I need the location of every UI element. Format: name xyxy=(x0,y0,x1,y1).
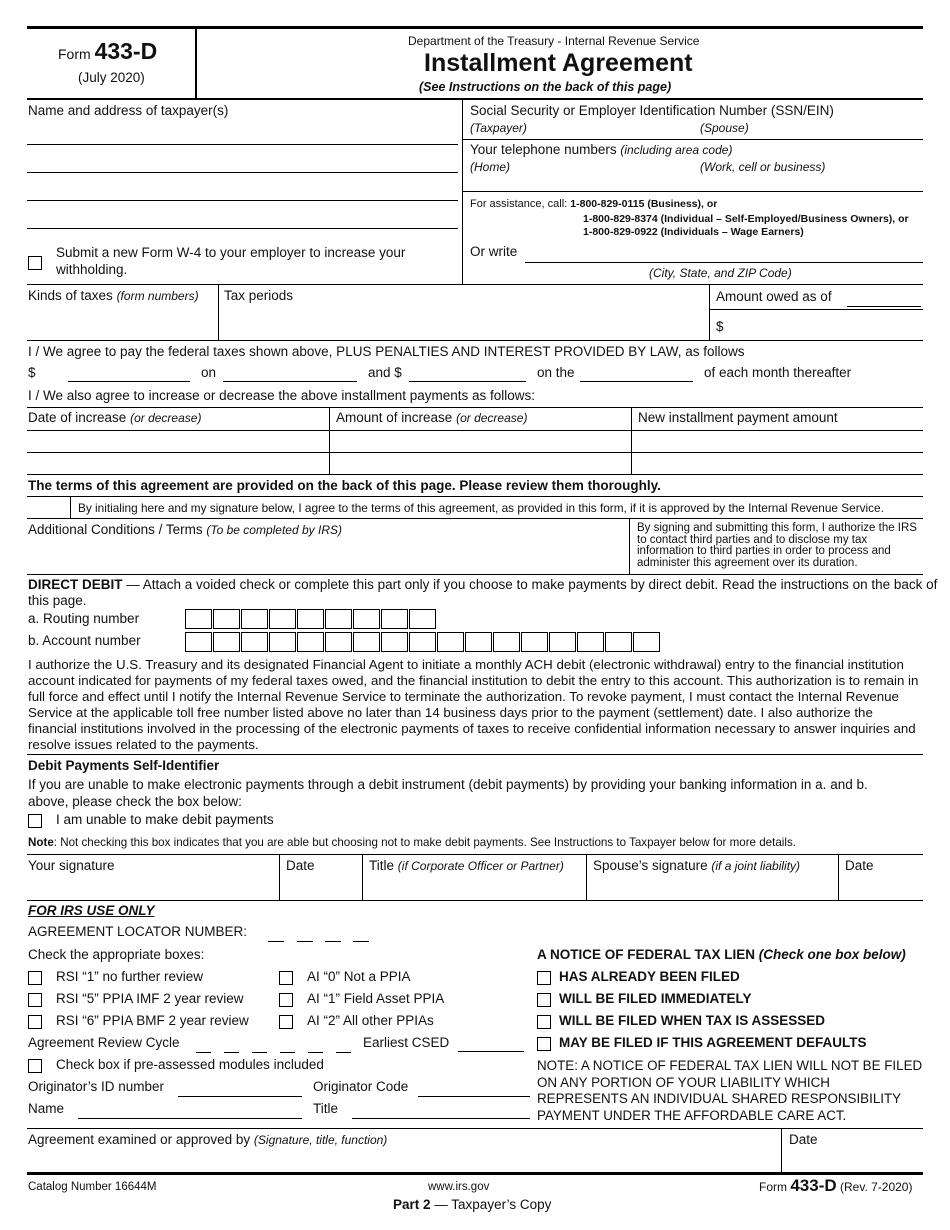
account-digit-cell[interactable] xyxy=(325,632,352,652)
footer-form-number: 433-D xyxy=(790,1176,837,1195)
payment-day-line[interactable] xyxy=(580,381,693,382)
sig-title-label: Title xyxy=(369,858,395,873)
amount-owed-label: Amount owed as of xyxy=(716,289,832,304)
account-digit-cell[interactable] xyxy=(465,632,492,652)
sig-divider-2 xyxy=(362,854,363,900)
conditions-divider xyxy=(629,519,630,574)
date-increase xyxy=(28,410,201,425)
routing-digit-cell[interactable] xyxy=(381,609,408,629)
or-write: Or write xyxy=(470,244,518,259)
routing-digit-cell[interactable] xyxy=(297,609,324,629)
form-id xyxy=(58,38,157,65)
rsi1-label: RSI “1” no further review xyxy=(56,969,204,984)
payment-amount-line[interactable] xyxy=(68,381,190,382)
date-increase-note: (or decrease) xyxy=(130,411,202,425)
originator-code-label: Originator Code xyxy=(313,1079,409,1094)
name-address-line-3[interactable] xyxy=(27,200,458,201)
catalog-number: Catalog Number 16644M xyxy=(28,1181,157,1193)
payment-and: and $ xyxy=(368,365,402,380)
assist-label xyxy=(470,198,717,210)
w4-checkbox[interactable] xyxy=(28,256,42,270)
routing-digit-cell[interactable] xyxy=(353,609,380,629)
initial-top-rule xyxy=(27,496,923,497)
payment-start-date-line[interactable] xyxy=(223,381,357,382)
initial-text: By initialing here and my signature below, I agree to the terms of this agreement, as provided in this form, if it is approved by the Internal Revenue Service. xyxy=(78,501,884,515)
examined-note: (Signature, title, function) xyxy=(253,1133,388,1147)
agreement-line-2: I / We also agree to increase or decrease the above installment payments as follows: xyxy=(28,388,536,403)
assist-label-text: For assistance, call: xyxy=(470,198,568,210)
examined-text: Agreement examined or approved by xyxy=(28,1132,251,1147)
examined-date: Date xyxy=(789,1132,818,1147)
sig-title xyxy=(369,858,564,873)
part-bold: Part 2 xyxy=(393,1197,431,1212)
assist-line-3: 1-800-829-0922 (Individuals – Wage Earners) xyxy=(583,226,804,238)
earliest-csed-label: Earliest CSED xyxy=(363,1035,450,1050)
increase-divider-2 xyxy=(631,407,632,474)
payment-each-month: of each month thereafter xyxy=(704,365,852,380)
sig-divider-4 xyxy=(838,854,839,900)
page-subtitle: (See Instructions on the back of this page) xyxy=(419,80,672,94)
your-signature: Your signature xyxy=(28,858,115,873)
account-digit-cell[interactable] xyxy=(353,632,380,652)
self-id-note xyxy=(28,836,796,849)
phone-rule xyxy=(463,191,923,192)
account-digit-cell[interactable] xyxy=(437,632,464,652)
phone-note: (including area code) xyxy=(620,143,733,157)
tax-periods-label: Tax periods xyxy=(224,288,294,303)
spouse-signature xyxy=(593,858,800,873)
routing-digit-cell[interactable] xyxy=(325,609,352,629)
account-digit-cell[interactable] xyxy=(241,632,268,652)
ssn-label: Social Security or Employer Identification Number (SSN/EIN) xyxy=(470,103,834,118)
phone-home: (Home) xyxy=(470,160,511,174)
rsi6-checkbox[interactable] xyxy=(28,1015,42,1029)
part-label xyxy=(393,1197,551,1212)
locator-label: AGREEMENT LOCATOR NUMBER: xyxy=(28,924,248,939)
account-digit-cell[interactable] xyxy=(185,632,212,652)
name-address-line-1[interactable] xyxy=(27,144,458,145)
account-digit-cell[interactable] xyxy=(381,632,408,652)
form-prefix: Form xyxy=(58,46,91,62)
sig-date-1: Date xyxy=(286,858,315,873)
account-digit-cell[interactable] xyxy=(213,632,240,652)
routing-digit-cell[interactable] xyxy=(213,609,240,629)
irs-heading: FOR IRS USE ONLY xyxy=(28,903,155,918)
account-digit-cell[interactable] xyxy=(633,632,660,652)
unable-debit-label: I am unable to make debit payments xyxy=(56,812,274,827)
examined-top-rule xyxy=(27,1128,923,1129)
lien-heading-text: A NOTICE OF FEDERAL TAX LIEN xyxy=(537,947,756,962)
account-digit-cell[interactable] xyxy=(269,632,296,652)
amount-owed-dollar: $ xyxy=(716,319,724,334)
increase-top-rule xyxy=(27,407,923,408)
amount-owed-rule xyxy=(710,309,923,310)
review-dash-3[interactable] xyxy=(252,1052,267,1053)
direct-debit-line-1 xyxy=(28,577,937,592)
city-state: (City, State, and ZIP Code) xyxy=(649,266,792,280)
irs-name-line[interactable] xyxy=(78,1118,302,1119)
lien-heading xyxy=(537,947,906,962)
sig-divider-1 xyxy=(279,854,280,900)
additional-conditions xyxy=(28,522,342,537)
authorize-text: By signing and submitting this form, I authorize the IRS to contact third parties and to disclose my tax information to third parties in order to process and administer this agreement over its duration. xyxy=(637,522,917,569)
self-id-text-2: above, please check the box below: xyxy=(28,794,242,809)
ssn-spouse: (Spouse) xyxy=(700,121,749,135)
new-amount-label: New installment payment amount xyxy=(638,410,838,425)
irs-name-label: Name xyxy=(28,1101,65,1116)
lien1-checkbox[interactable] xyxy=(537,971,551,985)
form-date: (July 2020) xyxy=(78,70,145,85)
earliest-csed-line[interactable] xyxy=(458,1051,524,1052)
rsi5-label: RSI “5” PPIA IMF 2 year review xyxy=(56,991,244,1006)
direct-debit-heading: DIRECT DEBIT xyxy=(28,577,123,592)
note-bold: Note xyxy=(28,836,54,849)
taxes-bottom-rule xyxy=(27,340,923,341)
direct-debit-text-2: this page. xyxy=(28,593,87,608)
name-address-label: Name and address of taxpayer(s) xyxy=(28,103,229,118)
account-digit-cell[interactable] xyxy=(577,632,604,652)
taxpayer-bottom-rule xyxy=(27,284,923,285)
kinds-of-taxes xyxy=(28,288,199,303)
sig-divider-3 xyxy=(586,854,587,900)
amount-increase-note: (or decrease) xyxy=(456,411,528,425)
account-digit-cell[interactable] xyxy=(297,632,324,652)
irs-title-label: Title xyxy=(313,1101,339,1116)
check-boxes-label: Check the appropriate boxes: xyxy=(28,947,205,962)
sig-date-2: Date xyxy=(845,858,874,873)
payment-dollar-1: $ xyxy=(28,365,36,380)
review-dash-5[interactable] xyxy=(308,1052,323,1053)
account-digit-cell[interactable] xyxy=(605,632,632,652)
sig-title-note: (if Corporate Officer or Partner) xyxy=(397,859,564,873)
top-rule xyxy=(27,26,923,29)
auth-bottom-rule xyxy=(27,754,923,755)
lien2-checkbox[interactable] xyxy=(537,993,551,1007)
header-bottom-rule xyxy=(27,98,923,100)
payment-amount-2-line[interactable] xyxy=(409,381,526,382)
rsi5-checkbox[interactable] xyxy=(28,993,42,1007)
amount-owed-date-line[interactable] xyxy=(847,306,921,307)
increase-row-rule-1 xyxy=(27,430,923,431)
direct-debit-text-1: — Attach a voided check or complete this part only if you choose to make payments by direct debit. Read the instructions on the back of xyxy=(122,577,938,592)
footer-form-prefix: Form xyxy=(759,1180,787,1194)
account-digit-cell[interactable] xyxy=(409,632,436,652)
ssn-taxpayer: (Taxpayer) xyxy=(470,121,527,135)
originator-code-line[interactable] xyxy=(418,1096,530,1097)
review-dash-2[interactable] xyxy=(224,1052,239,1053)
locator-dash-3[interactable] xyxy=(325,941,341,942)
amount-increase-label: Amount of increase xyxy=(336,410,453,425)
page-title: Installment Agreement xyxy=(424,49,693,77)
ai2-checkbox[interactable] xyxy=(279,1015,293,1029)
name-address-line-4[interactable] xyxy=(27,228,458,229)
routing-digit-cell[interactable] xyxy=(269,609,296,629)
routing-digit-cell[interactable] xyxy=(409,609,436,629)
spouse-label: Spouse’s signature xyxy=(593,858,708,873)
ai2-label: AI “2” All other PPIAs xyxy=(307,1013,434,1028)
increase-bottom-rule xyxy=(27,474,923,475)
sig-bottom-rule xyxy=(27,900,923,901)
terms-notice: The terms of this agreement are provided on the back of this page. Please review them thoroughly. xyxy=(28,478,661,493)
or-write-line[interactable] xyxy=(525,262,923,263)
review-dash-1[interactable] xyxy=(196,1052,211,1053)
examined-label xyxy=(28,1132,387,1147)
w4-text-1: Submit a new Form W-4 to your employer to increase your xyxy=(56,245,406,260)
routing-digit-cell[interactable] xyxy=(185,609,212,629)
rsi1-checkbox[interactable] xyxy=(28,971,42,985)
routing-label: a. Routing number xyxy=(28,611,140,626)
phone-label xyxy=(470,142,732,157)
payment-on: on xyxy=(201,365,217,380)
unable-debit-checkbox[interactable] xyxy=(28,814,42,828)
examined-divider xyxy=(781,1128,782,1172)
ai0-checkbox[interactable] xyxy=(279,971,293,985)
w4-text-2: withholding. xyxy=(56,262,128,277)
increase-divider-1 xyxy=(329,407,330,474)
conditions-bottom-rule xyxy=(27,574,923,575)
agreement-line-1: I / We agree to pay the federal taxes shown above, PLUS PENALTIES AND INTEREST PROVIDED BY LAW, as follows xyxy=(28,344,745,359)
department: Department of the Treasury - Internal Revenue Service xyxy=(408,34,700,48)
locator-dash-1[interactable] xyxy=(268,941,284,942)
auth-paragraph: I authorize the U.S. Treasury and its designated Financial Agent to initiate a monthly ACH debit (electronic withdrawal) entry to the financial institution account indicated for payments of my federal taxes owed, and the financial institution to debit the entry to this account. This authorization is to remain in full force and effect until I notify the Internal Revenue Service to terminate the authorization. To revoke payment, I must contact the Internal Revenue Service at the applicable toll free number listed above no later than 14 business days prior to the payment (settlement) date. I also authorize the financial institutions involved in the processing of the electronic payments of taxes to receive confidential information necessary to answer inquiries and resolve issues related to the payments. xyxy=(28,657,919,752)
amount-increase xyxy=(336,410,527,425)
payment-on-the: on the xyxy=(537,365,575,380)
taxes-divider-2 xyxy=(709,285,710,340)
account-label: b. Account number xyxy=(28,633,141,648)
assist-line-1: 1-800-829-0115 (Business), or xyxy=(570,198,718,210)
ai1-label: AI “1” Field Asset PPIA xyxy=(307,991,445,1006)
name-address-line-2[interactable] xyxy=(27,172,458,173)
self-id-heading: Debit Payments Self-Identifier xyxy=(28,758,220,773)
account-digit-cell[interactable] xyxy=(549,632,576,652)
kinds-note: (form numbers) xyxy=(116,289,199,303)
lien-check-note: (Check one box below) xyxy=(758,947,906,962)
website: www.irs.gov xyxy=(428,1181,490,1193)
form-number: 433-D xyxy=(94,38,158,64)
locator-dash-4[interactable] xyxy=(353,941,369,942)
preassessed-checkbox[interactable] xyxy=(28,1059,42,1073)
ai1-checkbox[interactable] xyxy=(279,993,293,1007)
lien2-label: WILL BE FILED IMMEDIATELY xyxy=(559,991,752,1006)
increase-row-rule-2 xyxy=(27,452,923,453)
lien3-label: WILL BE FILED WHEN TAX IS ASSESSED xyxy=(559,1013,826,1028)
account-digit-cell[interactable] xyxy=(521,632,548,652)
account-digit-cell[interactable] xyxy=(493,632,520,652)
routing-digit-cell[interactable] xyxy=(241,609,268,629)
date-increase-label: Date of increase xyxy=(28,410,127,425)
lien3-checkbox[interactable] xyxy=(537,1015,551,1029)
taxes-divider-1 xyxy=(218,285,219,340)
bottom-rule xyxy=(27,1172,923,1175)
additional-note: (To be completed by IRS) xyxy=(206,523,342,537)
ssn-rule xyxy=(463,139,923,140)
phone-work: (Work, cell or business) xyxy=(700,160,826,174)
phone-label-text: Your telephone numbers xyxy=(470,142,617,157)
irs-title-line[interactable] xyxy=(352,1118,530,1119)
kinds-label: Kinds of taxes xyxy=(28,288,113,303)
additional-label: Additional Conditions / Terms xyxy=(28,522,203,537)
originator-id-label: Originator’s ID number xyxy=(28,1079,165,1094)
locator-dash-2[interactable] xyxy=(297,941,313,942)
lien1-label: HAS ALREADY BEEN FILED xyxy=(559,969,740,984)
ai0-label: AI “0” Not a PPIA xyxy=(307,969,411,984)
rsi6-label: RSI “6” PPIA BMF 2 year review xyxy=(56,1013,249,1028)
review-dash-4[interactable] xyxy=(280,1052,295,1053)
lien4-checkbox[interactable] xyxy=(537,1037,551,1051)
lien-note: NOTE: A NOTICE OF FEDERAL TAX LIEN WILL NOT BE FILED ON ANY PORTION OF YOUR LIABILITY WHICH REPRESENTS AN INDIVIDUAL SHARED RESPONSIBILITY PAYMENT UNDER THE AFFORDABLE CARE ACT. xyxy=(537,1058,923,1123)
sig-top-rule xyxy=(27,854,923,855)
self-id-text-1: If you are unable to make electronic payments through a debit instrument (debit payments) by providing your banking information in a. and b. xyxy=(28,777,868,792)
header-divider xyxy=(195,28,197,98)
footer-rev: (Rev. 7-2020) xyxy=(840,1180,913,1194)
note-text: : Not checking this box indicates that you are able but choosing not to make debit payments. See Instructions to Taxpayer below for more details. xyxy=(53,836,796,849)
part-text: — Taxpayer’s Copy xyxy=(430,1197,552,1212)
footer-form-id xyxy=(759,1176,912,1196)
originator-id-line[interactable] xyxy=(178,1096,302,1097)
review-cycle-label: Agreement Review Cycle xyxy=(28,1035,180,1050)
lien4-label: MAY BE FILED IF THIS AGREEMENT DEFAULTS xyxy=(559,1035,867,1050)
review-dash-6[interactable] xyxy=(336,1052,351,1053)
spouse-note: (if a joint liability) xyxy=(711,859,801,873)
assist-line-2: 1-800-829-8374 (Individual – Self-Employed/Business Owners), or xyxy=(583,213,909,225)
initial-bottom-rule xyxy=(27,518,923,519)
preassessed-label: Check box if pre-assessed modules included xyxy=(56,1057,324,1072)
initial-box[interactable] xyxy=(27,496,71,518)
